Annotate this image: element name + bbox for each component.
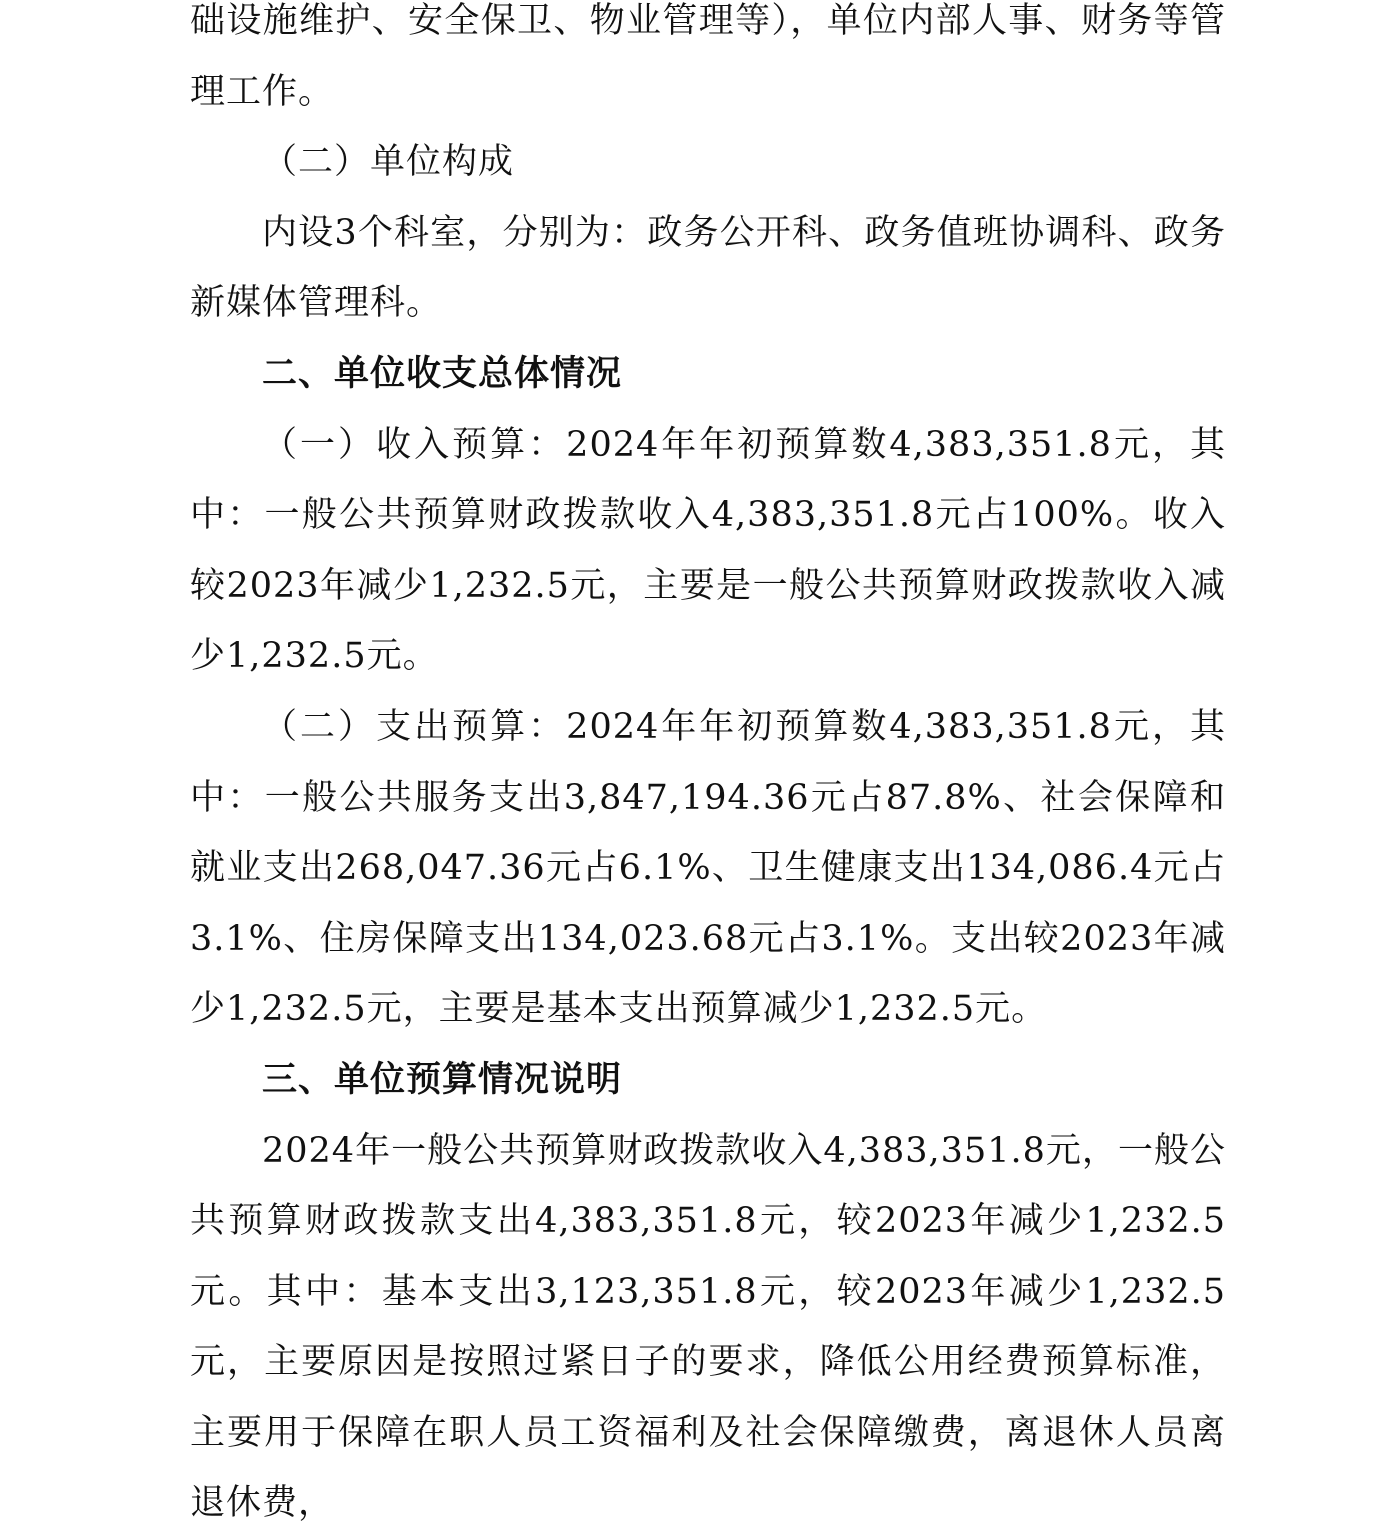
- section-heading-income-expenditure: 二、单位收支总体情况: [190, 339, 1226, 410]
- section-heading-budget-explanation: 三、单位预算情况说明: [190, 1045, 1226, 1116]
- paragraph-unit-composition: 内设3个科室，分别为：政务公开科、政务值班协调科、政务新媒体管理科。: [190, 198, 1226, 339]
- sub-heading-unit-composition: （二）单位构成: [190, 127, 1226, 198]
- paragraph-income-budget: （一）收入预算：2024年年初预算数4,383,351.8元，其中：一般公共预算财政拨款收入4,383,351.8元占100%。收入较2023年减少1,232.5元，主要是一般公共预算财政拨款收入减少1,232.5元。: [190, 410, 1226, 692]
- document-body: [190, 0, 1226, 1539]
- paragraph-expenditure-budget: （二）支出预算：2024年年初预算数4,383,351.8元，其中：一般公共服务支出3,847,194.36元占87.8%、社会保障和就业支出268,047.36元占6.1%、卫生健康支出134,086.4元占3.1%、住房保障支出134,023.68元占3.1%。支出较2023年减少1,232.5元，主要是基本支出预算减少1,232.5元。: [190, 692, 1226, 1045]
- paragraph-continuation: 础设施维护、安全保卫、物业管理等），单位内部人事、财务等管理工作。: [190, 0, 1226, 127]
- paragraph-budget-explanation: 2024年一般公共预算财政拨款收入4,383,351.8元，一般公共预算财政拨款支出4,383,351.8元，较2023年减少1,232.5元。其中：基本支出3,123,351.8元，较2023年减少1,232.5元，主要原因是按照过紧日子的要求，降低公用经费预算标准，主要用于保障在职人员工资福利及社会保障缴费，离退休人员离退休费，: [190, 1116, 1226, 1539]
